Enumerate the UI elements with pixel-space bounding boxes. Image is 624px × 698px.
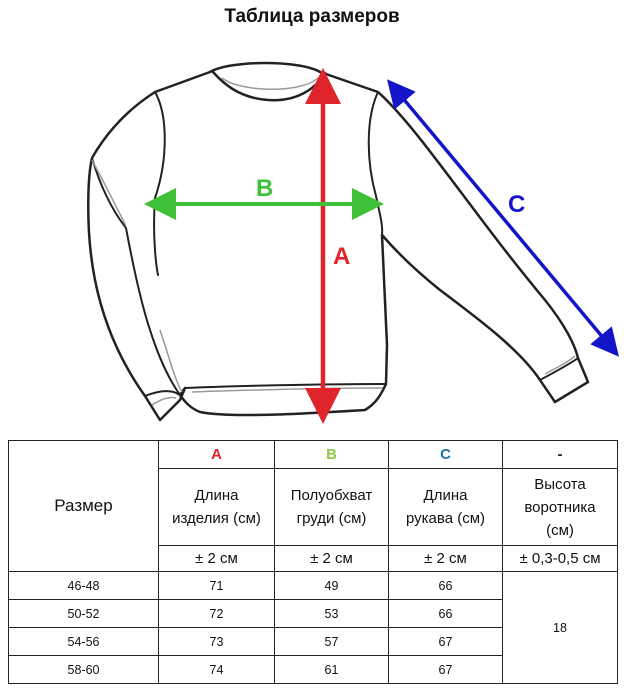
sleeve-cell: 67 <box>389 628 503 656</box>
sleeve-cell: 66 <box>389 572 503 600</box>
tolerance-collar: ± 0,3-0,5 см <box>503 546 618 572</box>
length-cell: 73 <box>159 628 275 656</box>
header-line: Полуобхват <box>290 487 373 504</box>
length-cell: 72 <box>159 600 275 628</box>
collar-height-cell: 18 <box>503 572 618 684</box>
sweater-outline <box>88 63 588 420</box>
header-letter-row <box>9 441 618 469</box>
table-row <box>9 572 618 600</box>
header-line: груди (см) <box>296 510 367 527</box>
tolerance-sleeve: ± 2 см <box>389 546 503 572</box>
header-line: Длина <box>194 487 239 504</box>
tolerance-length: ± 2 см <box>159 546 275 572</box>
column-header-chest <box>275 469 389 546</box>
chest-cell: 61 <box>275 656 389 684</box>
length-cell: 74 <box>159 656 275 684</box>
header-line: Высота <box>534 475 586 493</box>
sleeve-arrow <box>396 90 610 346</box>
column-header-sleeve <box>389 469 503 546</box>
size-cell: 50-52 <box>9 600 159 628</box>
size-cell: 46-48 <box>9 572 159 600</box>
length-cell: 71 <box>159 572 275 600</box>
header-line: Длина <box>423 487 468 504</box>
header-line: воротника <box>524 498 596 516</box>
column-letter-c: C <box>389 441 503 469</box>
size-cell: 54-56 <box>9 628 159 656</box>
label-a: A <box>333 243 351 270</box>
column-header-collar <box>503 469 618 546</box>
column-header-length <box>159 469 275 546</box>
page-title: Таблица размеров <box>224 6 400 27</box>
column-letter-a: A <box>159 441 275 469</box>
header-line: рукава (см) <box>405 510 486 527</box>
tolerance-chest: ± 2 см <box>275 546 389 572</box>
label-b: B <box>256 175 274 202</box>
size-table <box>8 440 618 684</box>
chest-cell: 49 <box>275 572 389 600</box>
sleeve-cell: 66 <box>389 600 503 628</box>
size-column-header: Размер <box>9 441 159 572</box>
size-cell: 58-60 <box>9 656 159 684</box>
label-c: C <box>508 191 526 218</box>
header-line: (см) <box>546 521 574 539</box>
sleeve-cell: 67 <box>389 656 503 684</box>
chest-cell: 53 <box>275 600 389 628</box>
header-line: изделия (см) <box>172 510 261 527</box>
chest-cell: 57 <box>275 628 389 656</box>
column-letter-collar: - <box>503 441 618 469</box>
column-letter-b: B <box>275 441 389 469</box>
